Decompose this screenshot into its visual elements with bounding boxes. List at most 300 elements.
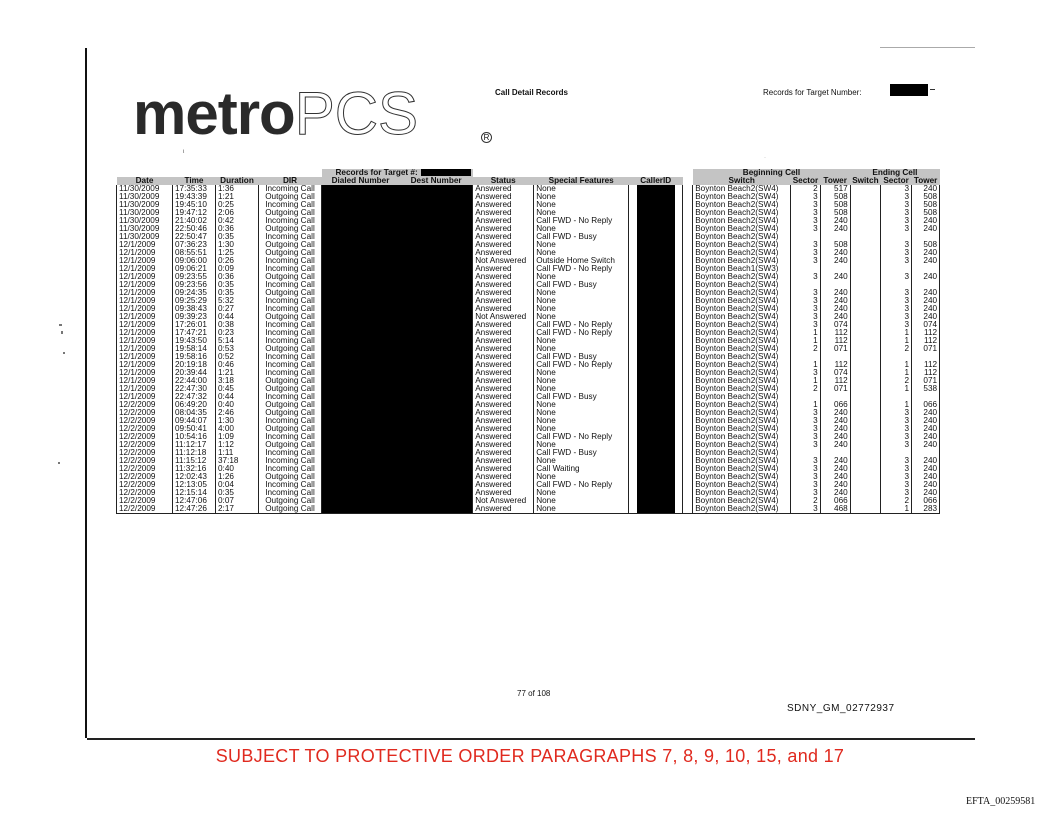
- cell-special-features: Call FWD - Busy: [534, 281, 629, 289]
- cell-status: Answered: [473, 225, 534, 233]
- cell-callerid: [629, 441, 683, 449]
- cell-begin-sector: [791, 281, 820, 289]
- cell-duration: 0:04: [216, 481, 259, 489]
- table-row: [117, 409, 940, 417]
- redacted-numbers: [322, 209, 473, 217]
- table-row: [117, 185, 940, 193]
- cell-dir: Incoming Call: [259, 305, 322, 313]
- cell-dir: Incoming Call: [259, 369, 322, 377]
- cell-status: Answered: [473, 185, 534, 193]
- cell-begin-tower: 240: [820, 417, 850, 425]
- document-title: Call Detail Records: [495, 88, 568, 97]
- callerid-redaction: [637, 313, 675, 321]
- cell-date: 12/2/2009: [117, 473, 173, 481]
- cell-special-features: None: [534, 369, 629, 377]
- cell-duration: 3:18: [216, 377, 259, 385]
- cell-date: 12/2/2009: [117, 497, 173, 505]
- cell-end-switch: [850, 241, 880, 249]
- cell-end-tower: 508: [912, 241, 940, 249]
- cell-date: 12/1/2009: [117, 369, 173, 377]
- table-row: [117, 257, 940, 265]
- records-for-target-label: Records for Target #:: [335, 169, 418, 177]
- bates-number: SDNY_GM_02772937: [787, 703, 895, 714]
- cell-duration: 1:09: [216, 433, 259, 441]
- cell-begin-switch: Boynton Beach2(SW4): [693, 497, 791, 505]
- redacted-numbers: [322, 369, 473, 377]
- scan-artifact: ι: [183, 149, 185, 155]
- cell-status: Answered: [473, 297, 534, 305]
- redacted-numbers: [322, 265, 473, 273]
- redacted-numbers: [322, 241, 473, 249]
- cell-status: Answered: [473, 441, 534, 449]
- cell-end-tower: 240: [912, 409, 940, 417]
- cell-end-switch: [850, 425, 880, 433]
- cell-callerid: [629, 201, 683, 209]
- cell-end-sector: 3: [881, 217, 912, 225]
- cell-end-sector: 3: [881, 297, 912, 305]
- cell-special-features: Call FWD - Busy: [534, 353, 629, 361]
- callerid-redaction: [637, 305, 675, 313]
- cell-begin-sector: 3: [791, 297, 820, 305]
- cell-begin-sector: 3: [791, 505, 820, 514]
- redacted-numbers: [322, 401, 473, 409]
- cell-dir: Incoming Call: [259, 233, 322, 241]
- table-row: [117, 321, 940, 329]
- cell-duration: 0:53: [216, 345, 259, 353]
- cell-begin-switch: Boynton Beach2(SW4): [693, 249, 791, 257]
- cell-begin-sector: 3: [791, 465, 820, 473]
- cell-date: 12/1/2009: [117, 257, 173, 265]
- table-row: [117, 441, 940, 449]
- redacted-numbers: [322, 233, 473, 241]
- cell-end-switch: [850, 465, 880, 473]
- cell-time: 09:50:41: [173, 425, 216, 433]
- table-super-header: [117, 169, 940, 177]
- cell-dir: Outgoing Call: [259, 441, 322, 449]
- cell-begin-tower: 240: [820, 225, 850, 233]
- scan-artifact: ·: [764, 155, 766, 161]
- col-dialed-number-header: Dialed Number: [322, 177, 400, 185]
- redacted-numbers: [322, 449, 473, 457]
- redacted-numbers: [322, 201, 473, 209]
- cell-time: 08:55:51: [173, 249, 216, 257]
- table-row: [117, 225, 940, 233]
- cell-end-switch: [850, 505, 880, 514]
- cell-status: Answered: [473, 401, 534, 409]
- cell-time: 11:32:16: [173, 465, 216, 473]
- redacted-numbers: [322, 329, 473, 337]
- cell-end-sector: 2: [881, 345, 912, 353]
- cell-end-tower: [912, 393, 940, 401]
- cell-begin-sector: 2: [791, 497, 820, 505]
- cell-begin-sector: [791, 449, 820, 457]
- callerid-redaction: [637, 201, 675, 209]
- cell-time: 09:25:29: [173, 297, 216, 305]
- table-row: [117, 233, 940, 241]
- cell-time: 17:26:01: [173, 321, 216, 329]
- metropcs-logo: [133, 80, 419, 147]
- redacted-numbers: [322, 321, 473, 329]
- cell-date: 12/1/2009: [117, 321, 173, 329]
- callerid-redaction: [637, 449, 675, 457]
- cell-date: 12/1/2009: [117, 337, 173, 345]
- cell-end-sector: 1: [881, 385, 912, 393]
- cell-callerid: [629, 361, 683, 369]
- cell-date: 12/2/2009: [117, 505, 173, 514]
- cell-gap: [683, 321, 693, 329]
- callerid-redaction: [637, 273, 675, 281]
- cell-begin-tower: 240: [820, 305, 850, 313]
- cell-end-tower: 508: [912, 193, 940, 201]
- table-row: [117, 393, 940, 401]
- redacted-numbers: [322, 441, 473, 449]
- cell-time: 19:43:50: [173, 337, 216, 345]
- cell-time: 17:35:33: [173, 185, 216, 193]
- cell-begin-switch: Boynton Beach2(SW4): [693, 441, 791, 449]
- cell-callerid: [629, 265, 683, 273]
- cell-special-features: Call FWD - No Reply: [534, 361, 629, 369]
- cell-begin-switch: Boynton Beach2(SW4): [693, 337, 791, 345]
- cell-begin-switch: Boynton Beach2(SW4): [693, 401, 791, 409]
- cell-end-tower: 066: [912, 401, 940, 409]
- cell-end-tower: 240: [912, 433, 940, 441]
- cell-begin-sector: 3: [791, 457, 820, 465]
- cell-end-switch: [850, 401, 880, 409]
- cell-special-features: None: [534, 441, 629, 449]
- cell-status: Answered: [473, 457, 534, 465]
- cell-time: 06:49:20: [173, 401, 216, 409]
- cell-end-tower: 538: [912, 385, 940, 393]
- redacted-numbers: [322, 385, 473, 393]
- cell-begin-sector: 3: [791, 241, 820, 249]
- cell-end-sector: 3: [881, 305, 912, 313]
- callerid-redaction: [637, 457, 675, 465]
- cell-duration: 0:44: [216, 313, 259, 321]
- cell-special-features: Call FWD - Busy: [534, 449, 629, 457]
- callerid-redaction: [637, 425, 675, 433]
- cell-special-features: Call FWD - No Reply: [534, 265, 629, 273]
- cell-status: Answered: [473, 433, 534, 441]
- cell-begin-switch: Boynton Beach2(SW4): [693, 353, 791, 361]
- cell-begin-tower: 240: [820, 489, 850, 497]
- cell-status: Answered: [473, 505, 534, 514]
- cell-date: 12/1/2009: [117, 241, 173, 249]
- cell-begin-sector: 3: [791, 425, 820, 433]
- table-row: [117, 193, 940, 201]
- cell-end-sector: 3: [881, 321, 912, 329]
- cell-special-features: None: [534, 289, 629, 297]
- cell-begin-tower: [820, 265, 850, 273]
- cell-time: 20:19:18: [173, 361, 216, 369]
- cell-begin-tower: 240: [820, 473, 850, 481]
- cell-date: 12/1/2009: [117, 329, 173, 337]
- cell-end-switch: [850, 489, 880, 497]
- cell-special-features: None: [534, 337, 629, 345]
- cell-end-sector: 3: [881, 441, 912, 449]
- redacted-numbers: [322, 473, 473, 481]
- cell-status: Answered: [473, 249, 534, 257]
- cell-end-switch: [850, 457, 880, 465]
- cell-date: 12/1/2009: [117, 377, 173, 385]
- cell-end-switch: [850, 297, 880, 305]
- cell-end-switch: [850, 385, 880, 393]
- cell-end-tower: 240: [912, 217, 940, 225]
- cell-callerid: [629, 209, 683, 217]
- cell-gap: [683, 225, 693, 233]
- cell-callerid: [629, 473, 683, 481]
- cell-callerid: [629, 289, 683, 297]
- cell-gap: [683, 457, 693, 465]
- cell-status: Answered: [473, 209, 534, 217]
- cell-begin-switch: Boynton Beach2(SW4): [693, 385, 791, 393]
- cell-duration: 0:35: [216, 281, 259, 289]
- cell-begin-switch: Boynton Beach2(SW4): [693, 281, 791, 289]
- cell-begin-sector: 2: [791, 385, 820, 393]
- beginning-cell-header: Beginning Cell: [693, 169, 850, 177]
- cell-duration: 1:36: [216, 185, 259, 193]
- cell-end-switch: [850, 345, 880, 353]
- cell-special-features: None: [534, 425, 629, 433]
- cell-dir: Incoming Call: [259, 417, 322, 425]
- redacted-numbers: [322, 337, 473, 345]
- cell-end-sector: 3: [881, 193, 912, 201]
- cell-time: 22:47:32: [173, 393, 216, 401]
- cell-end-tower: 240: [912, 297, 940, 305]
- cell-end-tower: 508: [912, 209, 940, 217]
- cell-begin-sector: 1: [791, 377, 820, 385]
- cell-gap: [683, 185, 693, 193]
- cell-callerid: [629, 337, 683, 345]
- cell-dir: Incoming Call: [259, 297, 322, 305]
- table-row: [117, 217, 940, 225]
- cell-gap: [683, 465, 693, 473]
- cell-dir: Incoming Call: [259, 329, 322, 337]
- cell-gap: [683, 393, 693, 401]
- cell-status: Answered: [473, 353, 534, 361]
- col-end-sector-header: Sector: [881, 177, 912, 185]
- cell-date: 12/2/2009: [117, 465, 173, 473]
- col-status-header: Status: [473, 177, 534, 185]
- cell-begin-sector: [791, 265, 820, 273]
- cell-gap: [683, 401, 693, 409]
- cell-end-switch: [850, 185, 880, 193]
- table-row: [117, 249, 940, 257]
- cell-special-features: None: [534, 457, 629, 465]
- cell-end-tower: 240: [912, 457, 940, 465]
- cell-dir: Outgoing Call: [259, 289, 322, 297]
- cell-gap: [683, 257, 693, 265]
- cell-time: 12:02:43: [173, 473, 216, 481]
- cell-begin-sector: 3: [791, 321, 820, 329]
- cell-end-sector: [881, 353, 912, 361]
- cell-end-sector: 3: [881, 465, 912, 473]
- cell-begin-tower: 508: [820, 201, 850, 209]
- cell-time: 19:43:39: [173, 193, 216, 201]
- cell-begin-switch: Boynton Beach2(SW4): [693, 369, 791, 377]
- cell-begin-sector: 3: [791, 481, 820, 489]
- callerid-redaction: [637, 433, 675, 441]
- cell-end-sector: 3: [881, 417, 912, 425]
- cell-status: Answered: [473, 217, 534, 225]
- cell-date: 12/2/2009: [117, 409, 173, 417]
- cell-gap: [683, 281, 693, 289]
- cell-duration: 0:27: [216, 305, 259, 313]
- cell-date: 11/30/2009: [117, 217, 173, 225]
- cell-begin-sector: 1: [791, 329, 820, 337]
- cell-special-features: None: [534, 313, 629, 321]
- cell-gap: [683, 353, 693, 361]
- table-row: [117, 369, 940, 377]
- cell-duration: 0:35: [216, 489, 259, 497]
- cell-end-tower: 112: [912, 329, 940, 337]
- cell-special-features: None: [534, 273, 629, 281]
- cell-time: 09:06:00: [173, 257, 216, 265]
- cell-gap: [683, 193, 693, 201]
- cell-begin-tower: 066: [820, 401, 850, 409]
- redacted-numbers: [322, 313, 473, 321]
- cell-callerid: [629, 497, 683, 505]
- cell-dir: Incoming Call: [259, 353, 322, 361]
- cell-begin-switch: Boynton Beach2(SW4): [693, 457, 791, 465]
- cell-gap: [683, 417, 693, 425]
- cell-time: 22:50:46: [173, 225, 216, 233]
- cell-time: 19:58:14: [173, 345, 216, 353]
- redacted-numbers: [322, 345, 473, 353]
- target-number-label: Records for Target Number:: [763, 88, 862, 97]
- cell-callerid: [629, 321, 683, 329]
- cell-gap: [683, 337, 693, 345]
- cell-special-features: Call Waiting: [534, 465, 629, 473]
- cell-begin-sector: 1: [791, 361, 820, 369]
- callerid-redaction: [637, 409, 675, 417]
- cell-begin-tower: 112: [820, 329, 850, 337]
- redacted-numbers: [322, 305, 473, 313]
- cell-begin-tower: [820, 393, 850, 401]
- cell-time: 09:39:23: [173, 313, 216, 321]
- redacted-numbers: [322, 433, 473, 441]
- efta-number: EFTA_00259581: [966, 796, 1036, 807]
- cell-special-features: None: [534, 401, 629, 409]
- cell-dir: Incoming Call: [259, 465, 322, 473]
- cell-begin-tower: 240: [820, 409, 850, 417]
- cell-duration: 0:44: [216, 393, 259, 401]
- cell-end-switch: [850, 353, 880, 361]
- cell-date: 12/1/2009: [117, 249, 173, 257]
- cell-begin-switch: Boynton Beach2(SW4): [693, 217, 791, 225]
- cell-begin-sector: 2: [791, 185, 820, 193]
- cell-special-features: None: [534, 209, 629, 217]
- cell-end-tower: 240: [912, 465, 940, 473]
- scan-speck: [58, 462, 60, 464]
- cell-end-sector: 2: [881, 377, 912, 385]
- redacted-numbers: [322, 217, 473, 225]
- cell-begin-sector: 3: [791, 209, 820, 217]
- redacted-numbers: [322, 457, 473, 465]
- cell-dir: Incoming Call: [259, 337, 322, 345]
- cell-status: Answered: [473, 481, 534, 489]
- callerid-redaction: [637, 289, 675, 297]
- cell-begin-tower: [820, 449, 850, 457]
- cell-end-switch: [850, 225, 880, 233]
- cell-duration: 0:40: [216, 465, 259, 473]
- cell-special-features: None: [534, 241, 629, 249]
- cell-end-sector: 1: [881, 369, 912, 377]
- redacted-numbers: [322, 289, 473, 297]
- cell-gap: [683, 241, 693, 249]
- cell-end-switch: [850, 281, 880, 289]
- target-number-tick: [930, 89, 935, 90]
- cell-duration: 2:46: [216, 409, 259, 417]
- cell-gap: [683, 481, 693, 489]
- cell-status: Answered: [473, 369, 534, 377]
- cell-end-switch: [850, 361, 880, 369]
- cell-special-features: None: [534, 297, 629, 305]
- cell-begin-switch: Boynton Beach2(SW4): [693, 321, 791, 329]
- cell-date: 12/1/2009: [117, 273, 173, 281]
- cell-begin-sector: [791, 393, 820, 401]
- cell-gap: [683, 265, 693, 273]
- cell-callerid: [629, 281, 683, 289]
- cell-begin-sector: 3: [791, 225, 820, 233]
- col-duration-header: Duration: [216, 177, 259, 185]
- cell-end-switch: [850, 217, 880, 225]
- cell-status: Answered: [473, 321, 534, 329]
- cell-begin-sector: [791, 353, 820, 361]
- redacted-numbers: [322, 393, 473, 401]
- redacted-numbers: [322, 425, 473, 433]
- cell-gap: [683, 233, 693, 241]
- callerid-redaction: [637, 225, 675, 233]
- cell-date: 12/1/2009: [117, 265, 173, 273]
- cell-end-sector: 1: [881, 401, 912, 409]
- redacted-numbers: [322, 497, 473, 505]
- cell-gap: [683, 489, 693, 497]
- cell-begin-tower: 240: [820, 425, 850, 433]
- table-row: [117, 241, 940, 249]
- cell-callerid: [629, 393, 683, 401]
- cell-begin-sector: 3: [791, 217, 820, 225]
- cell-duration: 1:25: [216, 249, 259, 257]
- table-row: [117, 209, 940, 217]
- cell-dir: Outgoing Call: [259, 385, 322, 393]
- cell-date: 12/1/2009: [117, 297, 173, 305]
- cell-gap: [683, 361, 693, 369]
- callerid-redaction: [637, 337, 675, 345]
- cell-duration: 1:12: [216, 441, 259, 449]
- cell-begin-tower: 508: [820, 193, 850, 201]
- table-row: [117, 281, 940, 289]
- cell-time: 21:40:02: [173, 217, 216, 225]
- cell-end-sector: 1: [881, 505, 912, 514]
- cell-begin-switch: Boynton Beach2(SW4): [693, 465, 791, 473]
- table-row: [117, 449, 940, 457]
- cell-begin-sector: 3: [791, 305, 820, 313]
- callerid-redaction: [637, 329, 675, 337]
- cell-gap: [683, 409, 693, 417]
- callerid-redaction: [637, 241, 675, 249]
- cell-status: Answered: [473, 361, 534, 369]
- cell-callerid: [629, 465, 683, 473]
- page-bottom-rule: [87, 738, 975, 740]
- cell-gap: [683, 313, 693, 321]
- cell-callerid: [629, 481, 683, 489]
- cell-date: 12/2/2009: [117, 481, 173, 489]
- cell-end-sector: 3: [881, 257, 912, 265]
- cell-status: Answered: [473, 289, 534, 297]
- table-row: [117, 401, 940, 409]
- cell-time: 11:15:12: [173, 457, 216, 465]
- cell-end-sector: 1: [881, 361, 912, 369]
